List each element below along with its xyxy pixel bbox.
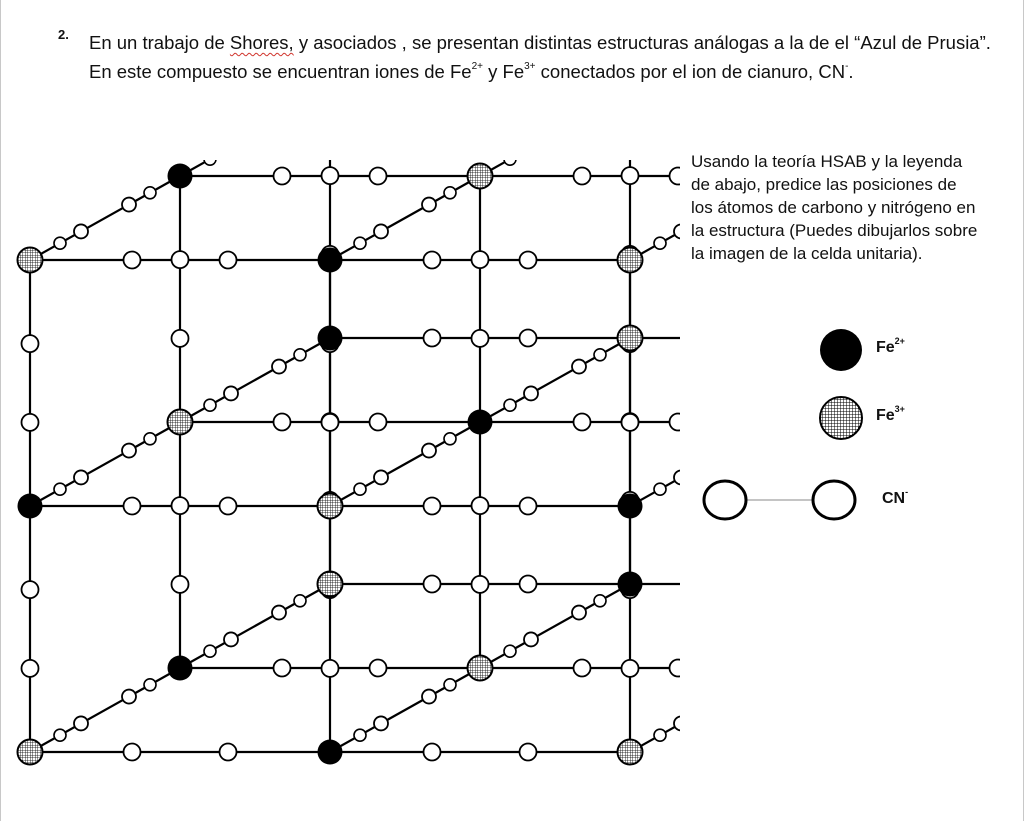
cn-atom [220, 252, 237, 269]
cn-atom [54, 483, 66, 495]
fe2-ion [618, 494, 643, 519]
cn-atom [204, 160, 216, 165]
cn-atom [204, 399, 216, 411]
cn-atom [572, 360, 586, 374]
cn-atom [272, 606, 286, 620]
bond-line [330, 422, 480, 506]
author-name: Shores, [229, 32, 294, 53]
bond-line [30, 176, 180, 260]
cn-atom [370, 168, 387, 185]
bond-line [30, 668, 180, 752]
cn-atom [224, 632, 238, 646]
cn-atom [444, 679, 456, 691]
cn-atom [374, 224, 388, 238]
cn-atom [574, 168, 591, 185]
cn-atom [294, 349, 306, 361]
line1-text-b: y asociados , se presentan distintas estructuras análogas a la de el “Azul de Prusia”. [293, 32, 991, 53]
line2-text-c: conectados por el ion de cianuro, CN [535, 61, 846, 82]
cn-atom [674, 716, 680, 730]
bond-line [180, 584, 330, 668]
cn-atom [444, 433, 456, 445]
cyanide-ligands [22, 160, 681, 761]
cn-atom [274, 414, 291, 431]
fe3-ion [168, 410, 193, 435]
cn-atom [294, 595, 306, 607]
legend-cn-atom-2 [813, 481, 855, 519]
cn-atom [504, 399, 516, 411]
cn-atom [524, 632, 538, 646]
cn-atom [74, 716, 88, 730]
cn-atom [622, 414, 639, 431]
cn-atom [22, 581, 39, 598]
cn-atom [654, 729, 666, 741]
cn-atom [654, 483, 666, 495]
cn-atom [124, 498, 141, 515]
cn-atom [674, 470, 680, 484]
legend-fe2-label: $Fe^{2+}$ [876, 336, 905, 356]
cn-atom [472, 576, 489, 593]
cn-atom [574, 660, 591, 677]
cn-atom [74, 224, 88, 238]
cn-atom [504, 645, 516, 657]
cn-atom [422, 444, 436, 458]
cn-atom [124, 252, 141, 269]
cn-atom [172, 497, 189, 514]
cn-atom [670, 414, 681, 431]
cn-atom [354, 729, 366, 741]
cn-atom [22, 335, 39, 352]
fe3-ion [18, 248, 43, 273]
cn-atom [424, 252, 441, 269]
fe2-ion [318, 326, 343, 351]
fe3-ion [318, 494, 343, 519]
cn-atom [204, 645, 216, 657]
cn-atom [144, 433, 156, 445]
cn-atom [524, 386, 538, 400]
line1-text-a: En un trabajo de [89, 32, 230, 53]
bond-line [480, 584, 630, 668]
legend-cn-label: CN- [882, 487, 909, 507]
cn-atom [472, 251, 489, 268]
cn-atom [220, 744, 237, 761]
legend-cn-atom-1 [704, 481, 746, 519]
cn-atom [574, 414, 591, 431]
cn-atom [354, 237, 366, 249]
fe2-ion [618, 572, 643, 597]
fe3-ion [468, 164, 493, 189]
cn-atom [144, 679, 156, 691]
cn-atom [172, 330, 189, 347]
fe3-ion [618, 248, 643, 273]
bond-line [330, 176, 480, 260]
cn-atom [172, 576, 189, 593]
fe2-ion [468, 410, 493, 435]
cn-atom [654, 237, 666, 249]
cn-atom [22, 414, 39, 431]
fe2-ion [18, 494, 43, 519]
cn-atom [54, 237, 66, 249]
cn-atom [594, 349, 606, 361]
cn-charge: - [845, 61, 849, 72]
fe3-ion [318, 572, 343, 597]
cn-atom [172, 251, 189, 268]
cn-atom [124, 744, 141, 761]
cn-atom [74, 470, 88, 484]
cn-atom [520, 498, 537, 515]
cn-atom [374, 470, 388, 484]
cn-atom [54, 729, 66, 741]
cn-atom [370, 660, 387, 677]
cn-atom [422, 690, 436, 704]
cn-atom [122, 444, 136, 458]
cn-atom [22, 660, 39, 677]
fe2-ion [318, 248, 343, 273]
instruction-text: Usando la teoría HSAB y la leyenda de abajo, predice las posiciones de los átomos de carbono y nitrógeno en la estructura (Puedes dibujarlos sobre la imagen de la celda unitaria). [691, 152, 978, 263]
cn-atom [370, 414, 387, 431]
legend-fe3-marker [820, 397, 862, 439]
cn-atom [622, 660, 639, 677]
legend-fe2-marker [820, 329, 862, 371]
fe2-ion [168, 656, 193, 681]
question-text [89, 30, 1004, 84]
cn-atom [424, 498, 441, 515]
cn-atom [272, 360, 286, 374]
cn-atom [422, 198, 436, 212]
line2-text-a: En este compuesto se encuentran iones de Fe [89, 61, 472, 82]
cn-atom [274, 660, 291, 677]
cn-atom [472, 497, 489, 514]
cn-atom [444, 187, 456, 199]
fe3-ion [618, 740, 643, 765]
fe2-ion [168, 164, 193, 189]
cn-atom [670, 660, 681, 677]
question-line-1 [89, 30, 1004, 55]
cn-atom [122, 198, 136, 212]
fe2-ion [318, 740, 343, 765]
line2-end: . [848, 61, 854, 82]
cn-atom [424, 744, 441, 761]
fe3-ion [18, 740, 43, 765]
cn-atom [472, 330, 489, 347]
legend-fe3-label: $Fe^{3+}$ [876, 404, 905, 424]
bond-line [330, 668, 480, 752]
cn-atom [322, 414, 339, 431]
cn-atom [220, 498, 237, 515]
cn-atom [424, 330, 441, 347]
unit-cell-diagram [0, 160, 680, 820]
bond-line [480, 160, 630, 176]
cn-atom [520, 330, 537, 347]
fe3-ion [468, 656, 493, 681]
cn-atom [674, 224, 680, 238]
question-line-2 [89, 59, 1004, 84]
cn-atom [622, 167, 639, 184]
cn-atom [374, 716, 388, 730]
cn-atom [322, 660, 339, 677]
cn-atom [594, 595, 606, 607]
bond-line [180, 160, 330, 176]
cn-atom [144, 187, 156, 199]
fe3-charge: 3+ [524, 61, 536, 72]
cn-atom [520, 744, 537, 761]
cn-atom [572, 606, 586, 620]
cn-atom [122, 690, 136, 704]
line2-text-b: y Fe [482, 61, 525, 82]
bond-line [180, 338, 330, 422]
cn-atom [520, 252, 537, 269]
fe3-ion [618, 326, 643, 351]
bond-line [480, 338, 630, 422]
cn-atom [670, 168, 681, 185]
cn-atom [322, 167, 339, 184]
cn-atom [354, 483, 366, 495]
fe2-charge: 2+ [471, 61, 483, 72]
cn-atom [520, 576, 537, 593]
cn-atom [424, 576, 441, 593]
question-number: 2. [58, 27, 69, 42]
cn-atom [274, 168, 291, 185]
bond-line [30, 422, 180, 506]
cn-atom [224, 386, 238, 400]
cn-atom [504, 160, 516, 165]
